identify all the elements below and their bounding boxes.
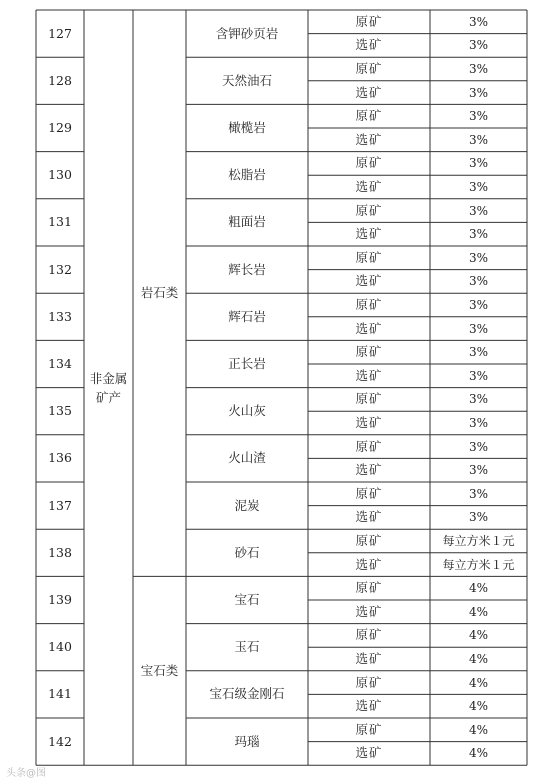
tax-rate: 每立方米１元 <box>442 557 515 572</box>
tax-rate: 3% <box>468 179 489 194</box>
tax-rate: 3% <box>468 85 489 100</box>
ore-type: 原矿 <box>355 580 383 596</box>
ore-type: 选矿 <box>355 698 383 714</box>
mineral-name: 粗面岩 <box>228 214 266 230</box>
ore-type: 选矿 <box>355 367 383 383</box>
ore-type: 选矿 <box>355 556 383 572</box>
ore-type: 原矿 <box>355 249 383 265</box>
tax-rate: 3% <box>468 510 489 525</box>
tax-rate: 3% <box>468 486 489 501</box>
watermark: 头条@图 <box>6 768 46 779</box>
row-number: 137 <box>48 497 72 513</box>
ore-type: 原矿 <box>355 108 383 124</box>
mineral-name: 宝石 <box>234 591 260 607</box>
mineral-name: 玛瑙 <box>234 733 260 749</box>
ore-type: 原矿 <box>355 485 383 501</box>
ore-type: 原矿 <box>355 60 383 76</box>
row-number: 131 <box>48 214 72 230</box>
ore-type: 选矿 <box>355 131 383 147</box>
mineral-name: 含钾砂页岩 <box>215 25 279 41</box>
mineral-name: 砂石 <box>234 544 260 560</box>
row-number: 133 <box>48 308 72 324</box>
mineral-name: 泥炭 <box>234 497 260 513</box>
ore-type: 选矿 <box>355 462 383 478</box>
ore-type: 选矿 <box>355 650 383 666</box>
ore-type: 原矿 <box>355 296 383 312</box>
tax-rate: 3% <box>468 274 489 289</box>
tax-rate: 4% <box>468 651 489 666</box>
tax-rate: 3% <box>468 439 489 454</box>
row-number: 128 <box>48 72 72 88</box>
ore-type: 选矿 <box>355 603 383 619</box>
tax-rate: 3% <box>468 227 489 242</box>
mineral-name: 正长岩 <box>228 355 266 371</box>
mineral-group: 宝石类 <box>140 662 179 678</box>
ore-type: 原矿 <box>355 155 383 171</box>
row-number: 132 <box>48 261 72 277</box>
mineral-name: 辉石岩 <box>228 308 266 324</box>
ore-type: 原矿 <box>355 202 383 218</box>
ore-type: 原矿 <box>355 674 383 690</box>
tax-rate: 3% <box>468 415 489 430</box>
tax-rate: 4% <box>468 675 489 690</box>
mineral-name: 辉长岩 <box>228 261 266 277</box>
tax-rate: 4% <box>468 746 489 761</box>
tax-rate: 3% <box>468 321 489 336</box>
tax-rate: 3% <box>468 61 489 76</box>
mineral-name: 天然油石 <box>221 72 272 88</box>
tax-rate: 3% <box>468 345 489 360</box>
ore-type: 选矿 <box>355 273 383 289</box>
tax-rate: 3% <box>468 14 489 29</box>
ore-type: 选矿 <box>355 226 383 242</box>
mineral-name: 玉石 <box>234 639 260 655</box>
major-category: 非金属矿产 <box>89 370 128 405</box>
ore-type: 选矿 <box>355 414 383 430</box>
tax-rate: 4% <box>468 722 489 737</box>
tax-rate: 3% <box>468 250 489 265</box>
tax-rate: 3% <box>468 109 489 124</box>
ore-type: 原矿 <box>355 391 383 407</box>
ore-type: 选矿 <box>355 178 383 194</box>
row-number: 127 <box>48 25 72 41</box>
row-number: 129 <box>48 119 72 135</box>
row-number: 135 <box>48 403 72 419</box>
ore-type: 原矿 <box>355 438 383 454</box>
row-number: 130 <box>48 167 72 183</box>
tax-rate: 3% <box>468 392 489 407</box>
tax-rate: 3% <box>468 156 489 171</box>
tax-rate: 3% <box>468 463 489 478</box>
tax-rate: 每立方米１元 <box>442 533 515 548</box>
tax-rate: 3% <box>468 368 489 383</box>
row-number: 142 <box>48 733 72 749</box>
mineral-name: 橄榄岩 <box>228 119 266 135</box>
ore-type: 选矿 <box>355 509 383 525</box>
tax-rate: 3% <box>468 132 489 147</box>
ore-type: 原矿 <box>355 627 383 643</box>
mineral-name: 火山渣 <box>228 450 266 466</box>
row-number: 140 <box>48 639 72 655</box>
tax-rate: 3% <box>468 297 489 312</box>
row-number: 138 <box>48 544 72 560</box>
ore-type: 选矿 <box>355 37 383 53</box>
ore-type: 原矿 <box>355 532 383 548</box>
ore-type: 原矿 <box>355 13 383 29</box>
row-number: 134 <box>48 355 72 371</box>
row-number: 136 <box>48 450 72 466</box>
ore-type: 选矿 <box>355 745 383 761</box>
tax-rate: 3% <box>468 203 489 218</box>
mineral-name: 松脂岩 <box>228 167 266 183</box>
tax-rate: 4% <box>468 604 489 619</box>
ore-type: 原矿 <box>355 721 383 737</box>
tax-rate: 4% <box>468 581 489 596</box>
row-number: 139 <box>48 591 72 607</box>
tax-rate: 4% <box>468 628 489 643</box>
tax-rate: 4% <box>468 699 489 714</box>
mineral-group: 岩石类 <box>140 285 179 301</box>
ore-type: 选矿 <box>355 84 383 100</box>
ore-type: 原矿 <box>355 344 383 360</box>
mineral-name: 火山灰 <box>228 403 266 419</box>
mineral-name: 宝石级金刚石 <box>209 686 285 702</box>
tax-rate: 3% <box>468 38 489 53</box>
ore-type: 选矿 <box>355 320 383 336</box>
row-number: 141 <box>48 686 72 702</box>
